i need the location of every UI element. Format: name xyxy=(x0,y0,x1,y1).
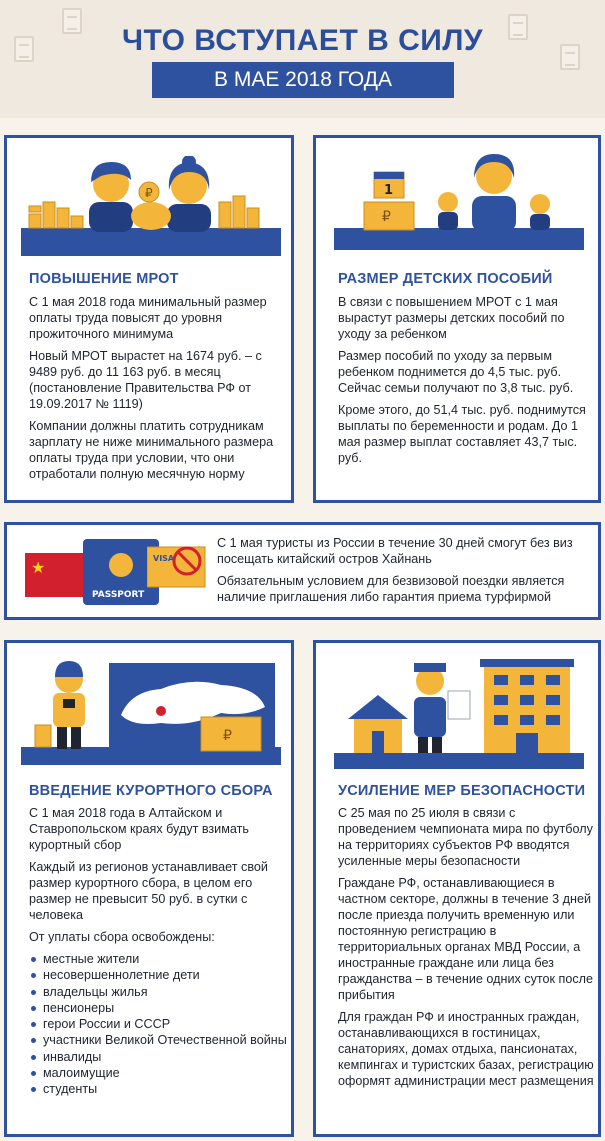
visa-label: VISA xyxy=(153,554,175,563)
paragraph: Каждый из регионов устанавливает свой размер курортного сбора, в целом его размер не превысит 50 руб. в сутки с человека xyxy=(29,860,268,922)
paragraph: Граждане РФ, останавливающиеся в частном секторе, должны в течение 3 дней после приезда получить временную или постоянную регистрацию в территориальных органах МВД России, а иностранные граждане или лица без гражданства – в течение одних суток после прибытия xyxy=(338,876,593,1002)
card-body xyxy=(217,535,587,611)
svg-text:₽: ₽ xyxy=(382,209,391,225)
card-body xyxy=(338,805,596,1095)
card-body xyxy=(338,294,596,472)
svg-text:₽: ₽ xyxy=(145,186,153,200)
paragraph: С 1 мая туристы из России в течение 30 дней смогут без виз посещать китайский остров Хайнань xyxy=(217,536,573,566)
card-child-benefits xyxy=(313,135,601,503)
family-illustration-icon xyxy=(334,150,584,250)
list-item: участники Великой Отечественной войны xyxy=(29,1032,287,1048)
card-mrot xyxy=(4,135,294,503)
paragraph: Размер пособий по уходу за первым ребенком поднимется до 4,5 тыс. руб. Сейчас семьи получают по 3,8 тыс. руб. xyxy=(338,349,574,395)
svg-text:₽: ₽ xyxy=(223,728,232,744)
card-title: ПОВЫШЕНИЕ МРОТ xyxy=(29,271,179,287)
card-body xyxy=(29,294,287,488)
list-item: пенсионеры xyxy=(29,1000,287,1016)
card-title: УСИЛЕНИЕ МЕР БЕЗОПАСНОСТИ xyxy=(338,783,586,799)
building-police-illustration-icon xyxy=(334,657,584,769)
paragraph: С 1 мая 2018 года в Алтайском и Ставропольском краях будут взимать курортный сбор xyxy=(29,806,249,852)
page-title: ЧТО ВСТУПАЕТ В СИЛУ xyxy=(121,24,484,57)
paragraph: В связи с повышением МРОТ с 1 мая вырастут размеры детских пособий по уходу за ребенком xyxy=(338,295,565,341)
paragraph: С 1 мая 2018 года минимальный размер оплаты труда повысят до уровня прожиточного минимума xyxy=(29,295,267,341)
salary-illustration-icon xyxy=(21,156,281,256)
paragraph: Компании должны платить сотрудникам зарплату не ниже минимального размера оплаты труда при условии, что они отработали полную месячную норму xyxy=(29,419,274,481)
card-title: РАЗМЕР ДЕТСКИХ ПОСОБИЙ xyxy=(338,271,553,287)
paragraph: С 25 мая по 25 июля в связи с проведением чемпионата мира по футболу на территориях субъектов РФ вводятся усиленные меры безопасности xyxy=(338,806,593,868)
paragraph: Обязательным условием для безвизовой поездки является наличие приглашения либо гарантия приема турфирмой xyxy=(217,574,565,604)
list-item: местные жители xyxy=(29,951,287,967)
list-item: инвалиды xyxy=(29,1049,287,1065)
paragraph: Кроме этого, до 51,4 тыс. руб. поднимутся выплаты по беременности и родам. До 1 мая размер выплат составляет 43,7 тыс. руб. xyxy=(338,403,586,465)
list-item: малоимущие xyxy=(29,1065,287,1081)
card-resort-fee xyxy=(4,640,294,1137)
china-flag-icon xyxy=(25,553,87,597)
visa-card-icon xyxy=(147,539,207,593)
tourist-map-illustration-icon xyxy=(21,655,281,765)
list-item: несовершеннолетние дети xyxy=(29,967,287,983)
list-item: владельцы жилья xyxy=(29,984,287,1000)
svg-text:★: ★ xyxy=(31,558,46,577)
card-title: ВВЕДЕНИЕ КУРОРТНОГО СБОРА xyxy=(29,783,273,799)
page-subtitle: В МАЕ 2018 ГОДА xyxy=(152,62,454,98)
calendar-day: 1 xyxy=(384,183,394,198)
paragraph: От уплаты сбора освобождены: xyxy=(29,930,215,944)
header xyxy=(0,0,605,118)
card-visa-free xyxy=(4,522,601,620)
list-item: герои России и СССР xyxy=(29,1016,287,1032)
exempt-list xyxy=(29,951,287,1098)
card-security xyxy=(313,640,601,1137)
card-body xyxy=(29,805,287,1098)
paragraph: Для граждан РФ и иностранных граждан, останавливающихся в гостиницах, санаториях, домах отдыха, пансионатах, кемпингах и туристских базах, регистрацию оформят администрации мест размещения xyxy=(338,1010,594,1088)
list-item: студенты xyxy=(29,1081,287,1097)
passport-label: PASSPORT xyxy=(92,590,145,600)
paragraph: Новый МРОТ вырастет на 1674 руб. – с 9489 руб. до 11 163 руб. в месяц (постановление Правительства РФ от 19.09.2017 № 1119) xyxy=(29,349,262,411)
